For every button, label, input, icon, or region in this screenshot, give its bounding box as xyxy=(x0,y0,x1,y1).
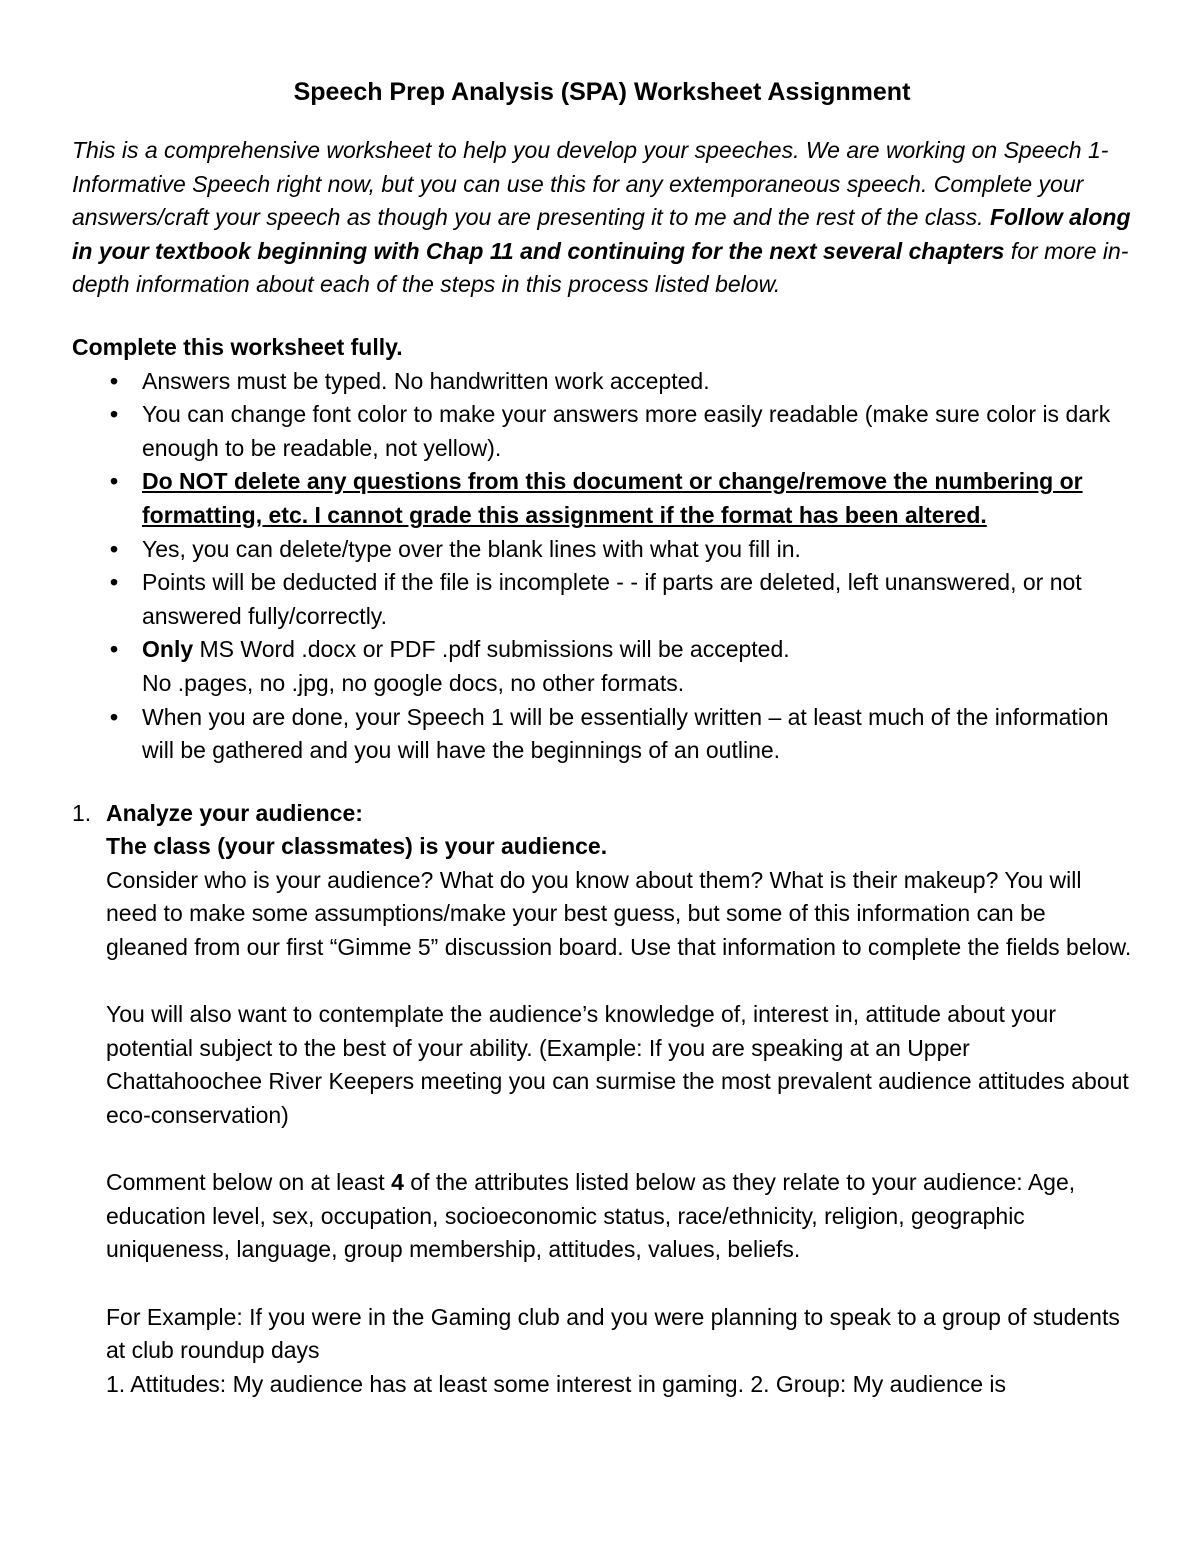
attributes-text-before: Comment below on at least xyxy=(106,1169,392,1196)
list-item-text: Points will be deducted if the file is incomplete - - if parts are deleted, left unanswered, or not answered fully/correctly. xyxy=(142,569,1082,629)
list-item xyxy=(72,365,1132,399)
example-answer: 1. Attitudes: My audience has at least some interest in gaming. 2. Group: My audience is xyxy=(106,1370,1007,1397)
section-analyze-audience xyxy=(72,797,1132,1402)
list-item xyxy=(72,398,1132,465)
list-item xyxy=(72,633,1132,700)
formats-text: MS Word .docx or PDF .pdf submissions will be accepted. xyxy=(193,636,790,663)
page-title: Speech Prep Analysis (SPA) Worksheet Assignment xyxy=(293,78,911,106)
intro-bold-text: Follow along in your textbook beginning with Chap 11 and continuing for the next several chapters xyxy=(72,204,1131,264)
instructions-heading: Complete this worksheet fully. xyxy=(72,333,403,360)
section-paragraph: Consider who is your audience? What do you know about them? What is their makeup? You will need to make some assumptions/make your best guess, but some of this information can be gleaned from our first “Gimme 5” discussion board. Use that information to complete the fields below. xyxy=(106,866,1132,961)
list-item xyxy=(72,533,1132,567)
intro-text-2: for more in-depth information about each of the steps in this process listed below. xyxy=(72,237,1129,298)
list-item-text: Yes, you can delete/type over the blank lines with what you fill in. xyxy=(142,535,801,562)
section-subheading: The class (your classmates) is your audience. xyxy=(106,833,608,860)
document-body xyxy=(72,74,1132,1401)
attributes-count: 4 xyxy=(391,1169,404,1196)
list-item-text: When you are done, your Speech 1 will be essentially written – at least much of the information will be gathered and you will have the beginnings of an outline. xyxy=(142,703,1109,764)
list-item xyxy=(72,701,1132,768)
attributes-text-after: of the attributes listed below as they relate to your audience: Age, education level, sex, occupation, socioeconomic status, race/ethnicity, religion, geographic uniqueness, language, group membership, attitudes, values, beliefs. xyxy=(106,1169,1076,1263)
bullet-icon: • xyxy=(110,569,119,596)
example-paragraph xyxy=(106,1301,1132,1402)
bullet-icon: • xyxy=(110,703,119,730)
section-number: 1. xyxy=(72,799,92,826)
formats-bold-text: Only xyxy=(142,636,194,663)
bullet-icon: • xyxy=(110,535,119,562)
list-item-text: Answers must be typed. No handwritten work accepted. xyxy=(142,367,710,394)
intro-text-1: This is a comprehensive worksheet to help you develop your speeches. We are working on Speech 1- Informative Speech right now, but you can use this for any extemporaneous speech. Complete your answers/craft your speech as though you are presenting it to me and the rest of the class. xyxy=(72,137,1109,231)
warning-text: Do NOT delete any questions from this document or change/remove the numbering or formatting, etc. I cannot grade this assignment if the format has been altered. xyxy=(142,468,1083,528)
bullet-icon: • xyxy=(110,401,119,428)
bullet-icon: • xyxy=(110,468,119,495)
list-item xyxy=(72,566,1132,633)
section-heading: Analyze your audience: xyxy=(106,799,363,826)
bullet-icon: • xyxy=(110,367,119,394)
attributes-paragraph xyxy=(106,1166,1132,1267)
section-paragraph: You will also want to contemplate the audience’s knowledge of, interest in, attitude about your potential subject to the best of your ability. (Example: If you are speaking at an Upper Chattahoochee River Keepers meeting you can surmise the most prevalent audience attitudes about eco-conservation) xyxy=(106,1001,1129,1129)
instructions-list xyxy=(72,365,1132,768)
intro-paragraph xyxy=(72,134,1132,302)
list-item xyxy=(72,465,1132,532)
bullet-icon: • xyxy=(110,636,119,663)
formats-line-2: No .pages, no .jpg, no google docs, no other formats. xyxy=(142,669,685,696)
list-item-text: You can change font color to make your answers more easily readable (make sure color is dark enough to be readable, not yellow). xyxy=(142,401,1111,461)
example-intro: For Example: If you were in the Gaming club and you were planning to speak to a group of students at club roundup days xyxy=(106,1303,1120,1364)
